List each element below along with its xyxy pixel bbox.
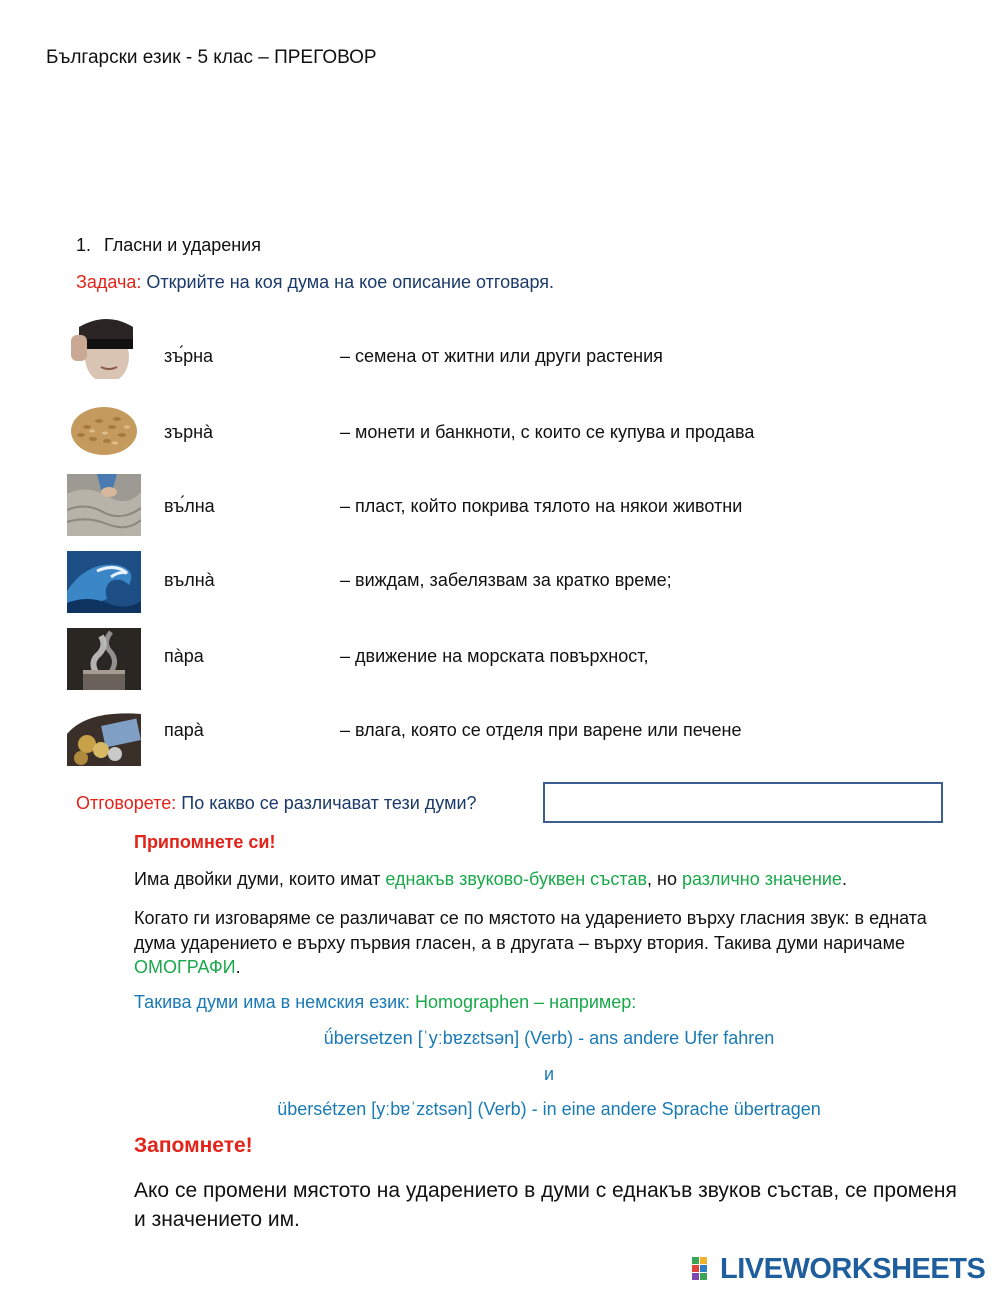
p1-highlight-meaning: различно значение	[681, 869, 842, 889]
definition-4: – виждам, забелязвам за кратко време;	[340, 570, 672, 590]
worksheet-header: Български език - 5 клас – ПРЕГОВОР	[46, 47, 377, 68]
p2-homographs-term: ОМОГРАФИ	[134, 957, 236, 977]
p1-text: , но	[647, 869, 682, 889]
section-number: 1.	[76, 235, 92, 255]
grain-image	[67, 397, 141, 459]
steam-image	[67, 628, 141, 690]
word-5: пàра	[164, 646, 204, 666]
word-3: въ́лна	[164, 496, 215, 516]
answer-prompt	[76, 793, 477, 814]
answer-label: Отговорете:	[76, 793, 177, 813]
logo-grid-icon	[692, 1257, 716, 1281]
definition-6: – влага, която се отделя при варене или печене	[340, 720, 742, 740]
money-image	[67, 704, 141, 766]
p3-text: Такива думи има в немския език:	[134, 992, 416, 1012]
liveworksheets-logo	[692, 1253, 985, 1285]
german-example-1: ǘbersetzen [ˈyːbɐzɛtsən] (Verb) - ans andere Ufer fahren	[323, 1028, 775, 1048]
remember-title: Запомнете!	[134, 1134, 253, 1157]
wave-image	[67, 551, 141, 613]
word-1: зъ́рна	[164, 346, 214, 366]
remember-text: Ако се промени мястото на ударението в думи с еднакъв звуков състав, се променя и значението им.	[134, 1179, 957, 1231]
task-text: Открийте на коя дума на кое описание отговаря.	[146, 272, 555, 292]
definition-3: – пласт, който покрива тялото на някои животни	[340, 496, 743, 516]
blindfold-image	[67, 317, 141, 379]
definition-1: – семена от житни или други растения	[340, 346, 663, 366]
word-4: вълнà	[164, 570, 215, 590]
remind-paragraph-1	[134, 869, 964, 890]
definition-5: – движение на морската повърхност,	[340, 646, 649, 666]
p1-text: .	[841, 869, 847, 889]
remind-paragraph-3	[134, 992, 636, 1013]
p1-text: Има двойки думи, които имат	[134, 869, 386, 889]
p3-homographen: Homographen – например:	[415, 992, 637, 1012]
wool-image	[67, 474, 141, 536]
word-2: зърнà	[164, 422, 214, 442]
task-instruction	[76, 272, 554, 293]
p1-highlight-composition: еднакъв звуково-буквен състав	[385, 869, 648, 889]
section-title: Гласни и ударения	[104, 235, 261, 255]
answer-question: По какво се различават тези думи?	[181, 793, 477, 813]
german-example-2: übersétzen [yːbɐˈzɛtsən] (Verb) - in eine andere Sprache übertragen	[277, 1099, 821, 1119]
word-6: парà	[164, 720, 204, 740]
definition-2: – монети и банкноти, с които се купува и продава	[340, 422, 755, 442]
p2-text: Когато ги изговаряме се различават се по мястото на ударението върху гласния звук: в едната дума ударението е върху първия гласен, а в другата – върху втория. Такива думи наричаме	[134, 908, 927, 953]
remind-title: Припомнете си!	[134, 832, 276, 852]
task-label: Задача:	[76, 272, 142, 292]
logo-text: LIVEWORKSHEETS	[720, 1252, 986, 1285]
section-heading	[76, 235, 261, 256]
german-conjunction: и	[543, 1064, 555, 1084]
answer-input[interactable]	[543, 782, 943, 823]
remind-paragraph-2	[134, 906, 969, 980]
p2-text: .	[235, 957, 241, 977]
